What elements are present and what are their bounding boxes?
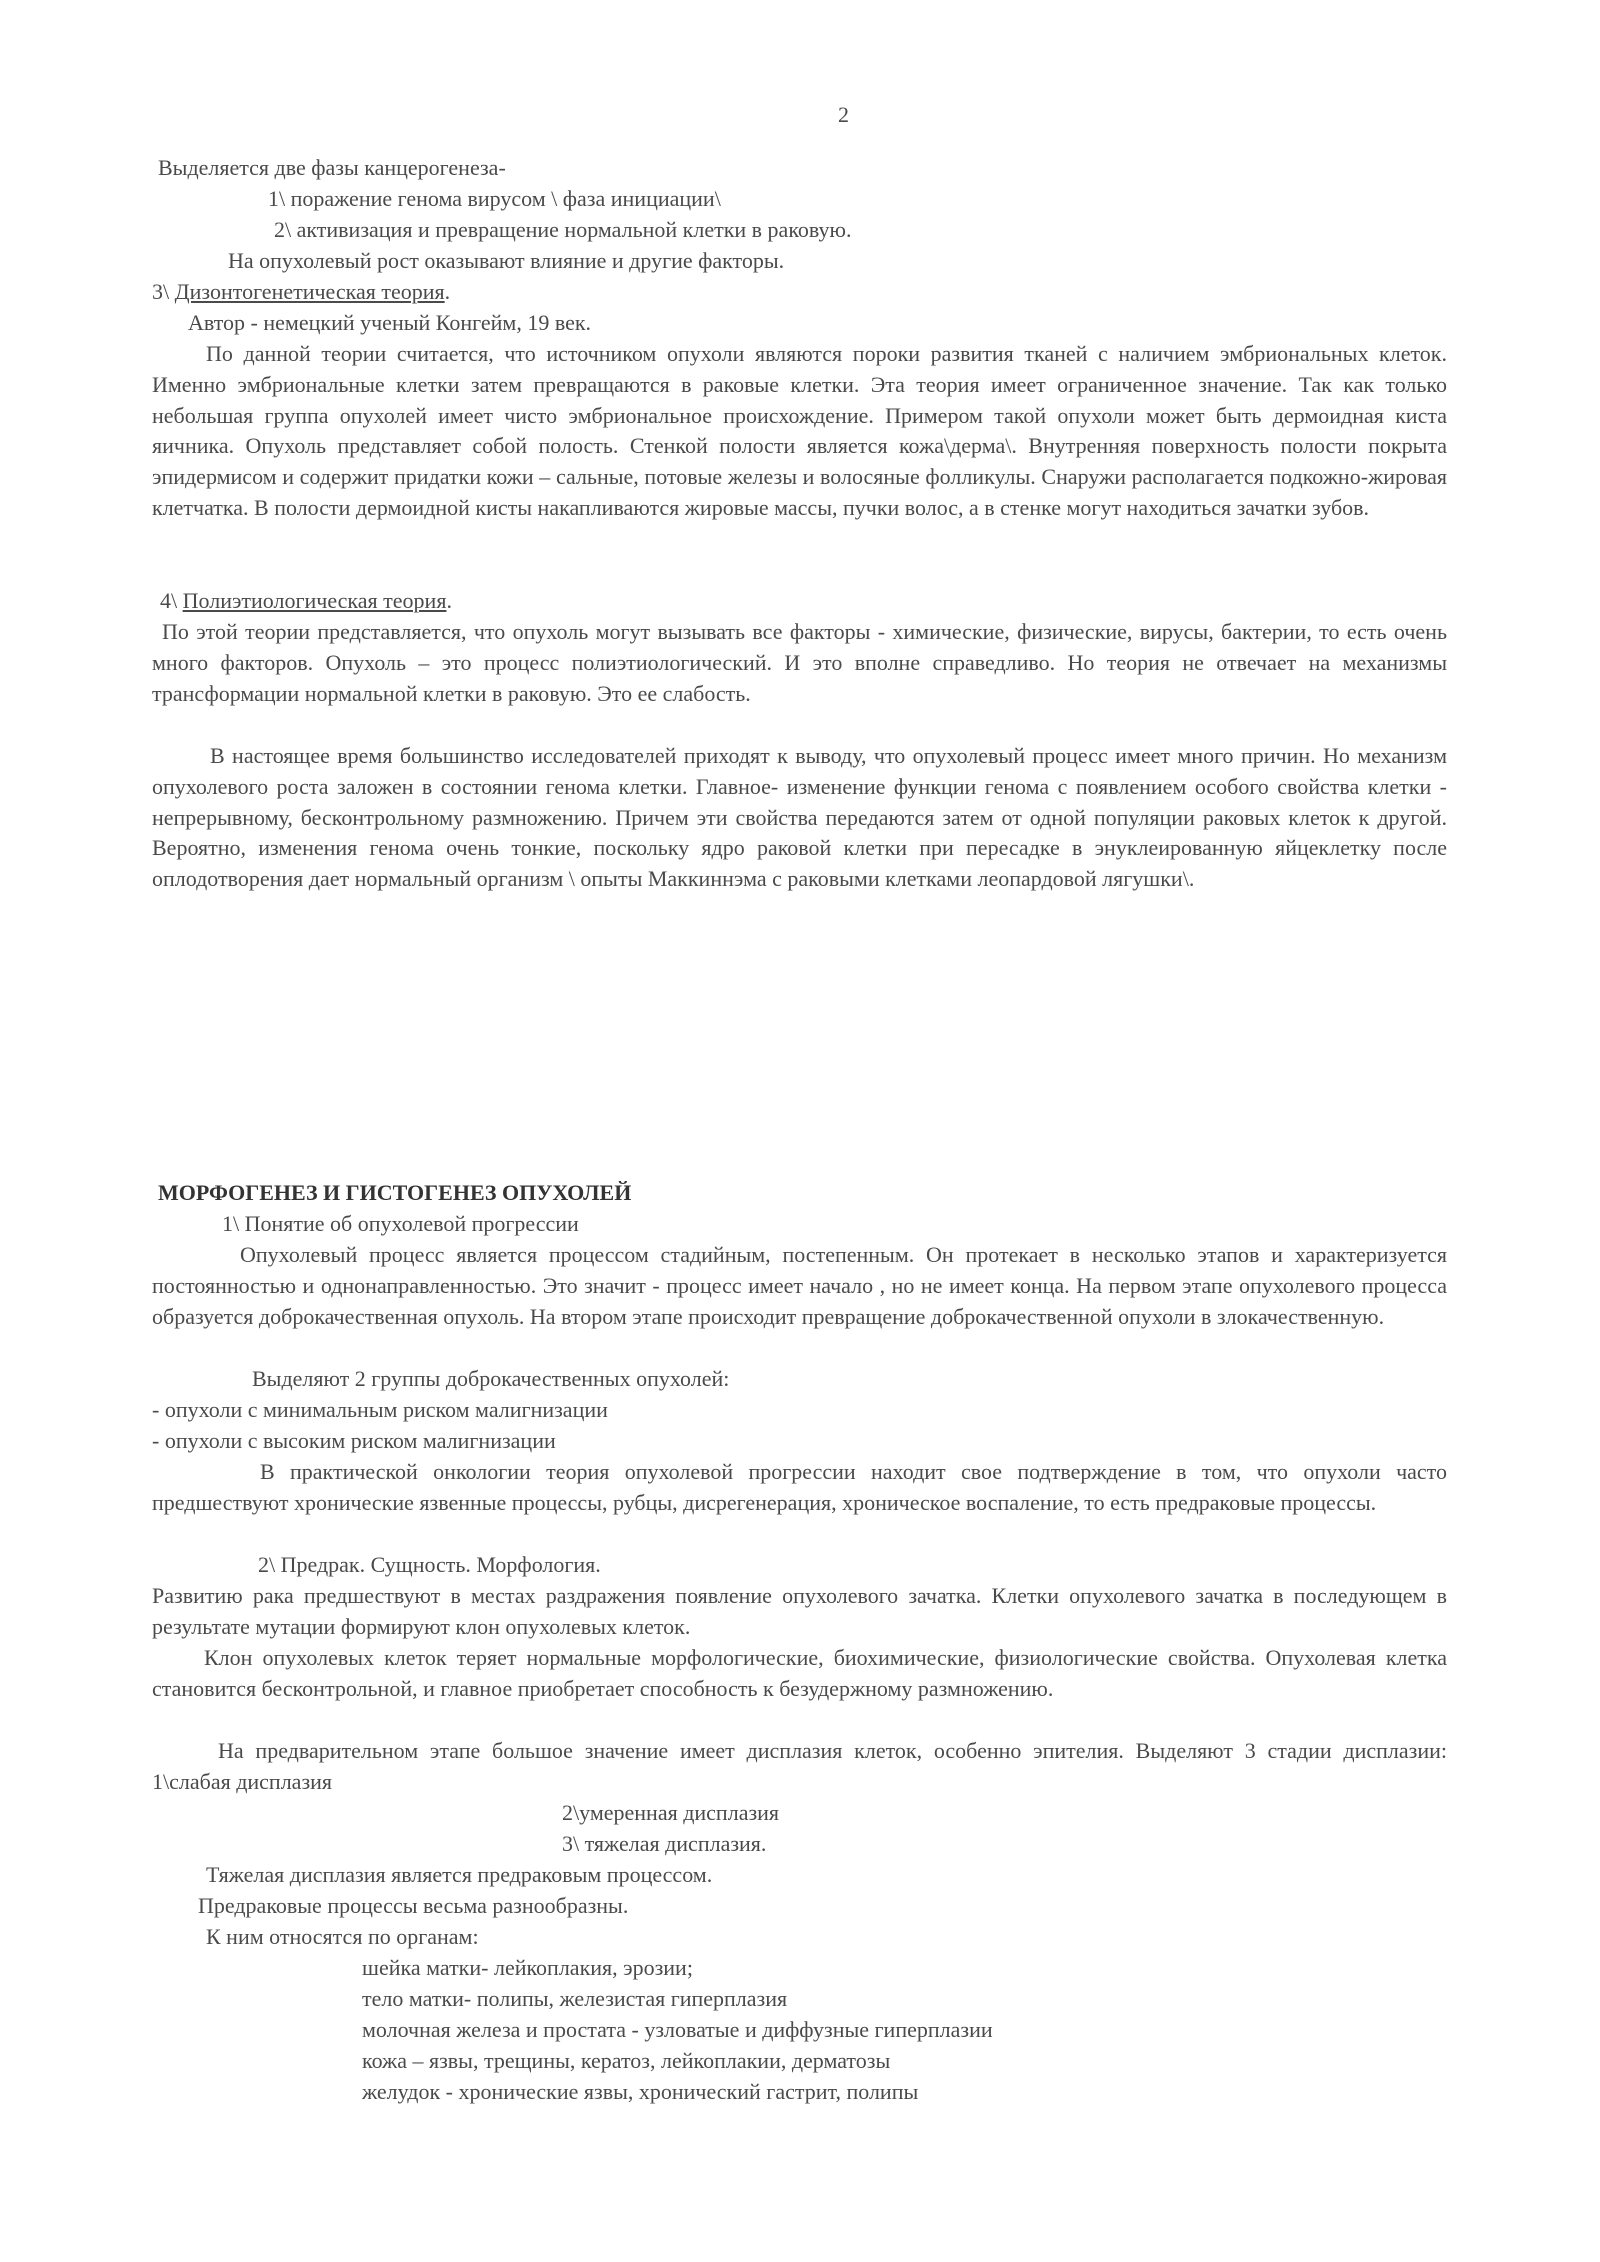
theory-4-name: Полиэтиологическая теория [182,588,447,613]
organ-list-item: тело матки- полипы, железистая гиперплазия [362,1986,788,2011]
theory-3-paragraph: По данной теории считается, что источником опухоли являются пороки развития тканей с наличием эмбриональных клеток. Именно эмбриональные клетки затем превращаются в раковые клетки. Эта теория имеет ограниченное значение. Так как только небольшая группа опухолей имеет чисто эмбриональное происхождение. Примером такой опухоли может быть дермоидная киста яичника. Опухоль представляет собой полость. Стенкой полости является кожа\дерма\. Внутренняя поверхность полости покрыта эпидермисом и содержит придатки кожи – сальные, потовые железы и волосяные фолликулы. Снаружи располагается подкожно-жировая клетчатка. В полости дермоидной кисты накапливаются жировые массы, пучки волос, а в стенке могут находиться зачатки зубов. [152,341,1447,520]
dysplasia-stage-3: 3\ тяжелая дисплазия. [562,1831,767,1856]
dysplasia-paragraph: На предварительном этапе большое значение имеет дисплазия клеток, особенно эпителия. Выделяют 3 стадии дисплазии: 1\слабая дисплазия [152,1738,1447,1794]
theory-3-heading [152,277,450,307]
organs-intro: К ним относятся по органам: [206,1924,479,1949]
organ-list-item: кожа – язвы, трещины, кератоз, лейкоплакии, дерматозы [362,2048,891,2073]
page-number: 2 [838,102,849,127]
organ-list-item: молочная железа и простата - узловатые и диффузные гиперплазии [362,2017,993,2042]
varied-processes-note: Предраковые процессы весьма разнообразны. [198,1893,629,1918]
groups-intro: Выделяют 2 группы доброкачественных опухолей: [252,1366,730,1391]
clone-paragraph: Клон опухолевых клеток теряет нормальные морфологические, биохимические, физиологические свойства. Опухолевая клетка становится бесконтрольной, и главное приобретает способность к безудержному размножению. [152,1645,1447,1701]
theory-3-author: Автор - немецкий ученый Конгейм, 19 век. [188,310,592,335]
other-factors: На опухолевый рост оказывают влияние и другие факторы. [228,248,785,273]
group-2: - опухоли с высоким риском малигнизации [152,1428,556,1453]
subsection-1-title: 1\ Понятие об опухолевой прогрессии [222,1211,579,1236]
conclusion-paragraph: В настоящее время большинство исследователей приходят к выводу, что опухолевый процесс имеет много причин. Но механизм опухолевого роста заложен в состоянии генома клетки. Главное- изменение функции генома с появлением особого свойства клетки - непрерывному, бесконтрольному размножению. Причем эти свойства передаются затем от одной популяции раковых клеток к другой. Вероятно, изменения генома очень тонкие, поскольку ядро раковой клетки при пересадке в энуклеированную яйцеклетку после оплодотворения дает нормальный организм \ опыты Маккиннэма с раковыми клетками леопардовой лягушки\. [152,743,1447,892]
section-heading: МОРФОГЕНЕЗ И ГИСТОГЕНЕЗ ОПУХОЛЕЙ [158,1180,632,1205]
practical-paragraph: В практической онкологии теория опухолевой прогрессии находит свое подтверждение в том, что опухоли часто предшествуют хронические язвенные процессы, рубцы, дисрегенерация, хроническое воспаление, то есть предраковые процессы. [152,1459,1447,1515]
phase-1: 1\ поражение генома вирусом \ фаза инициации\ [268,186,721,211]
dysplasia-stage-2: 2\умеренная дисплазия [562,1800,780,1825]
theory-4-heading [160,586,452,616]
phase-2: 2\ активизация и превращение нормальной клетки в раковую. [274,217,852,242]
theory-3-end: . [444,279,451,304]
progression-paragraph: Опухолевый процесс является процессом стадийным, постепенным. Он протекает в несколько этапов и характеризуется постоянностью и однонаправленностью. Это значит - процесс имеет начало , но не имеет конца. На первом этапе опухолевого процесса образуется доброкачественная опухоль. На втором этапе происходит превращение доброкачественной опухоли в злокачественную. [152,1242,1447,1329]
theory-3-name: Дизонтогенетическая теория [174,279,445,304]
theory-3-number: 3\ [152,279,175,304]
severe-dysplasia-note: Тяжелая дисплазия является предраковым процессом. [206,1862,713,1887]
organ-list-item: шейка матки- лейкоплакия, эрозии; [362,1955,693,1980]
theory-4-paragraph: По этой теории представляется, что опухоль могут вызывать все факторы - химические, физические, вирусы, бактерии, то есть очень много факторов. Опухоль – это процесс полиэтиологический. И это вполне справедливо. Но теория не отвечает на механизмы трансформации нормальной клетки в раковую. Это ее слабость. [152,619,1447,706]
subsection-2-title: 2\ Предрак. Сущность. Морфология. [258,1552,601,1577]
precancer-paragraph: Развитию рака предшествуют в местах раздражения появление опухолевого зачатка. Клетки опухолевого зачатка в последующем в результате мутации формируют клон опухолевых клеток. [152,1583,1447,1639]
theory-4-number: 4\ [160,588,183,613]
group-1: - опухоли с минимальным риском малигнизации [152,1397,608,1422]
theory-4-end: . [446,588,452,613]
organ-list-item: желудок - хронические язвы, хронический гастрит, полипы [362,2079,919,2104]
phases-intro: Выделяется две фазы канцерогенеза- [158,155,506,180]
